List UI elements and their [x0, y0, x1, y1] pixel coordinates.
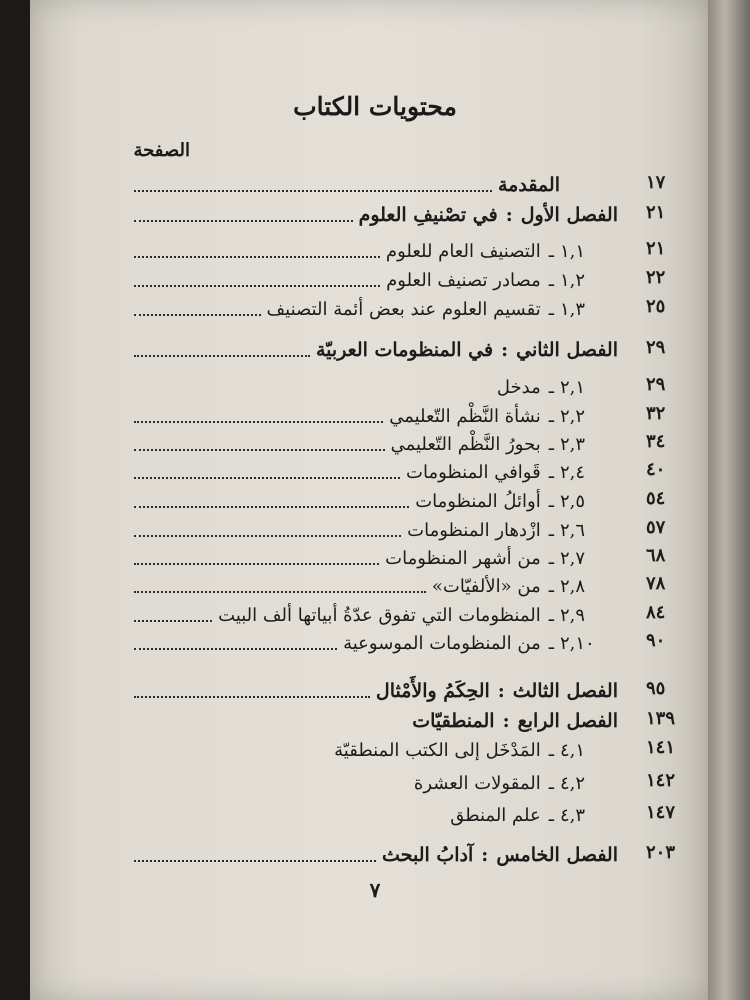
toc-entry	[128, 372, 666, 402]
dot-leader	[134, 648, 337, 650]
dot-leader	[134, 355, 310, 357]
entry-number: ١,٢	[560, 269, 586, 291]
toc-entry	[128, 486, 666, 516]
entry-dash: ـ	[548, 461, 554, 483]
dot-leader	[134, 190, 492, 192]
entry-subtitle: الحِكَمُ والأَمْثال	[375, 680, 490, 702]
entry-page: ١٤٢	[646, 770, 676, 791]
entry-page: ٢١	[646, 202, 666, 223]
entry-dash: ـ	[548, 772, 554, 794]
entry-page: ٤٠	[646, 459, 666, 480]
entry-number: ٢,٨	[560, 575, 586, 597]
entry-dash: ـ	[548, 519, 554, 541]
entry-separator: :	[497, 680, 505, 702]
toc-entry	[128, 170, 666, 200]
entry-page: ١٧	[646, 172, 666, 193]
dot-leader	[134, 860, 376, 862]
entry-label: بحورُ النَّظْم التّعليمي	[390, 433, 541, 455]
entry-separator: :	[505, 204, 513, 226]
toc-entry	[128, 628, 666, 658]
entry-page: ٢٠٣	[646, 842, 676, 863]
entry-number: ٢,٧	[560, 547, 586, 569]
entry-page: ٢٩	[646, 374, 666, 395]
entry-label: من أشهر المنظومات	[385, 547, 541, 569]
dot-leader	[134, 256, 380, 258]
entry-dash: ـ	[548, 376, 554, 398]
dot-leader	[134, 563, 379, 565]
entry-label: من «الألفيّات»	[431, 575, 541, 597]
entry-page: ٢٢	[646, 267, 666, 288]
entry-page: ٩٠	[646, 630, 666, 651]
dot-leader	[134, 591, 426, 593]
dot-leader	[134, 449, 385, 451]
entry-dash: ـ	[548, 433, 554, 455]
entry-number: ٢,٢	[560, 405, 586, 427]
entry-dash: ـ	[548, 490, 554, 512]
entry-subtitle: آدابُ البحث	[382, 844, 474, 866]
entry-label: مصادر تصنيف العلوم	[386, 269, 541, 291]
toc-entry	[128, 294, 666, 324]
entry-number: ٢,٦	[560, 519, 586, 541]
entry-separator: :	[481, 844, 489, 866]
entry-label: من المنظومات الموسوعية	[343, 632, 541, 654]
toc-entry	[128, 515, 666, 545]
toc-entry	[128, 543, 666, 573]
entry-page: ٣٤	[646, 431, 666, 452]
entry-number: ٢,١٠	[560, 632, 595, 654]
toc-entry	[128, 335, 666, 365]
toc-entry	[128, 200, 666, 230]
dot-leader	[134, 620, 212, 622]
entry-label: الفصل الرابع	[517, 710, 618, 732]
toc-entry	[128, 457, 666, 487]
entry-label: ازْدهار المنظومات	[407, 519, 541, 541]
entry-page: ٣٢	[646, 403, 666, 424]
entry-page: ٥٤	[646, 488, 666, 509]
entry-page: ١٣٩	[646, 708, 676, 729]
entry-label: المَدْخَل إلى الكتب المنطقيّة	[334, 739, 541, 761]
entry-page: ٨٤	[646, 602, 666, 623]
page-number: ٧	[369, 878, 381, 902]
toc-entry	[128, 401, 666, 431]
toc-entry	[128, 800, 676, 830]
entry-dash: ـ	[548, 739, 554, 761]
toc-entry	[128, 600, 666, 630]
entry-dash: ـ	[548, 804, 554, 826]
entry-number: ٤,١	[560, 739, 586, 761]
entry-number: ٤,٢	[560, 772, 586, 794]
entry-number: ٢,٥	[560, 490, 586, 512]
toc-entry	[128, 571, 666, 601]
entry-dash: ـ	[548, 298, 554, 320]
dot-leader	[134, 421, 383, 423]
entry-page: ١٤١	[646, 737, 676, 758]
entry-label: تقسيم العلوم عند بعض أئمة التصنيف	[266, 298, 541, 320]
entry-label: المقولات العشرة	[413, 772, 541, 794]
entry-label: الفصل الخامس	[496, 844, 618, 866]
entry-page: ٧٨	[646, 573, 666, 594]
entry-label: أوائلُ المنظومات	[415, 490, 541, 512]
entry-number: ٢,٤	[560, 461, 586, 483]
entry-page: ٥٧	[646, 517, 666, 538]
entry-label: قَوافي المنظومات	[406, 461, 541, 483]
entry-label: الفصل الثاني	[516, 339, 618, 361]
dot-leader	[134, 314, 261, 316]
entry-dash: ـ	[548, 575, 554, 597]
entry-label: المنظومات التي تفوق عدّةُ أبياتها ألف البيت	[218, 604, 541, 626]
entry-dash: ـ	[548, 240, 554, 262]
entry-label: نشأة النَّظْم التّعليمي	[389, 405, 541, 427]
toc-entry	[128, 735, 676, 765]
dot-leader	[134, 285, 380, 287]
entry-label: المقدمة	[497, 174, 560, 196]
entry-label: التصنيف العام للعلوم	[385, 240, 541, 262]
toc-entry	[128, 265, 666, 295]
page-column-header: الصفحة	[133, 140, 190, 161]
toc-entry	[128, 768, 676, 798]
dot-leader	[134, 220, 353, 222]
entry-subtitle: المنطقيّات	[412, 710, 495, 732]
toc-entry	[128, 840, 676, 870]
entry-subtitle: في تصْنيفِ العلوم	[358, 204, 498, 226]
entry-dash: ـ	[548, 405, 554, 427]
page-title: محتويات الكتاب	[293, 92, 457, 121]
dot-leader	[134, 477, 400, 479]
entry-subtitle: في المنظومات العربيّة	[315, 339, 494, 361]
entry-page: ١٤٧	[646, 802, 676, 823]
entry-number: ١,١	[560, 240, 586, 262]
entry-number: ٢,٣	[560, 433, 586, 455]
entry-number: ١,٣	[560, 298, 586, 320]
entry-number: ٢,١	[560, 376, 586, 398]
entry-label: الفصل الثالث	[512, 680, 618, 702]
entry-dash: ـ	[548, 547, 554, 569]
dot-leader	[134, 535, 401, 537]
toc-entry	[128, 429, 666, 459]
toc-entry	[128, 236, 666, 266]
entry-label: مدخل	[496, 376, 541, 398]
entry-label: علم المنطق	[450, 804, 541, 826]
entry-separator: :	[501, 339, 509, 361]
dot-leader	[134, 696, 370, 698]
entry-page: ٢٥	[646, 296, 666, 317]
entry-label: الفصل الأول	[520, 204, 618, 226]
entry-number: ٤,٣	[560, 804, 586, 826]
entry-page: ٦٨	[646, 545, 666, 566]
entry-dash: ـ	[548, 632, 554, 654]
toc-entry	[128, 706, 676, 736]
entry-separator: :	[502, 710, 510, 732]
toc-entry	[128, 676, 666, 706]
entry-dash: ـ	[548, 269, 554, 291]
entry-number: ٢,٩	[560, 604, 586, 626]
entry-dash: ـ	[548, 604, 554, 626]
entry-page: ٢١	[646, 238, 666, 259]
dot-leader	[134, 506, 409, 508]
entry-page: ٩٥	[646, 678, 666, 699]
entry-page: ٢٩	[646, 337, 666, 358]
